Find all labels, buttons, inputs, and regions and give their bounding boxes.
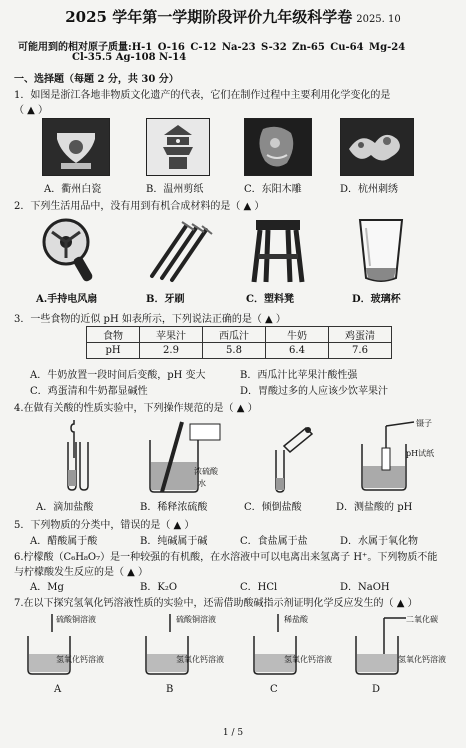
q7-stem: 7.在以下探究氢氧化钙溶液性质的实验中，还需借助酸碱指示剂证明化学反应发生的（ ▲ ） bbox=[14, 598, 418, 609]
ph-table-header-row bbox=[87, 327, 392, 343]
q7-label-c-top: 稀盐酸 bbox=[284, 615, 308, 624]
q6-option-c[interactable]: C．HCl bbox=[240, 582, 278, 593]
q5-option-a[interactable]: A．醋酸属于酸 bbox=[30, 536, 98, 547]
q7-label-a-top: 硫酸铜溶液 bbox=[56, 615, 96, 624]
glass-cup-icon bbox=[356, 216, 406, 284]
q7-option-c[interactable]: C bbox=[270, 684, 278, 695]
atomic-masses-line1: 可能用到的相对原子质量:H-1 O-16 C-12 Na-23 S-32 Zn-65 Cu-64 Mg-24 bbox=[18, 42, 406, 53]
page-number: 1 / 5 bbox=[222, 728, 244, 738]
q3-stem: 3．一些食物的近似 pH 如表所示，下列说法正确的是（ ▲ ） bbox=[14, 314, 286, 325]
woodcarving-photo-icon bbox=[244, 118, 312, 176]
porcelain-photo-icon bbox=[42, 118, 110, 176]
embroidery-photo-icon bbox=[340, 118, 414, 176]
q7-label-a-beaker: 氢氧化钙溶液 bbox=[56, 655, 104, 664]
handheld-fan-icon bbox=[38, 216, 110, 284]
q2-option-d[interactable]: D．玻璃杯 bbox=[352, 294, 401, 305]
q1-option-b[interactable]: B．温州剪纸 bbox=[146, 184, 204, 195]
q4-option-b[interactable]: B．稀释浓硫酸 bbox=[140, 502, 208, 513]
q6-option-a[interactable]: A．Mg bbox=[30, 582, 64, 593]
table-cell: 西瓜汁 bbox=[203, 327, 266, 343]
q1-stem-line1: 1．如图是浙江各地非物质文化遗产的代表，它们在制作过程中主要利用化学变化的是 bbox=[14, 90, 391, 101]
q5-option-b[interactable]: B．纯碱属于碱 bbox=[140, 536, 208, 547]
q4-option-d[interactable]: D．测盐酸的 pH bbox=[336, 502, 413, 513]
q6-stem-line1: 6.柠檬酸（C₆H₈O₇）是一种较强的有机酸，在水溶液中可以电离出来氢离子 H⁺。下列物质不能 bbox=[14, 552, 438, 563]
table-cell: pH bbox=[87, 343, 140, 359]
q3-option-a[interactable]: A．牛奶放置一段时间后变酸，pH 变大 bbox=[30, 370, 206, 381]
q4-label-ph-paper: pH试纸 bbox=[406, 449, 435, 458]
toothbrush-icon bbox=[142, 216, 216, 284]
q3-option-c[interactable]: C．鸡蛋清和牛奶都显碱性 bbox=[30, 386, 148, 397]
table-cell: 2.9 bbox=[140, 343, 203, 359]
q6-option-b[interactable]: B．K₂O bbox=[140, 582, 178, 593]
q4-label-water: 水 bbox=[198, 479, 206, 488]
ph-table-value-row bbox=[87, 343, 392, 359]
q7-label-b-beaker: 氢氧化钙溶液 bbox=[176, 655, 224, 664]
exam-date: 2025. 10 bbox=[356, 14, 401, 25]
q4-label-clamp: 镊子 bbox=[416, 419, 432, 428]
q7-label-d-top: 二氧化碳 bbox=[406, 615, 438, 624]
table-cell: 牛奶 bbox=[266, 327, 329, 343]
q6-stem-line2: 与柠檬酸发生反应的是（ ▲ ） bbox=[14, 567, 149, 578]
dropper-test-tube-icon bbox=[58, 418, 98, 492]
exam-title-text: 2025 学年第一学期阶段评价九年级科学卷 bbox=[65, 8, 353, 26]
q1-option-d[interactable]: D．杭州刺绣 bbox=[340, 184, 399, 195]
ph-table bbox=[86, 326, 392, 359]
q2-option-a[interactable]: A.手持电风扇 bbox=[36, 294, 98, 305]
q7-label-c-beaker: 氢氧化钙溶液 bbox=[284, 655, 332, 664]
q2-stem: 2．下列生活用品中，没有用到有机合成材料的是（ ▲ ） bbox=[14, 201, 265, 212]
q7-apparatus-d-icon bbox=[350, 612, 410, 678]
table-cell: 苹果汁 bbox=[140, 327, 203, 343]
pour-acid-icon bbox=[256, 420, 318, 494]
table-cell: 7.6 bbox=[329, 343, 392, 359]
q7-label-d-beaker: 氢氧化钙溶液 bbox=[398, 655, 446, 664]
q4-label-conc-acid: 浓硫酸 bbox=[194, 467, 218, 476]
table-cell: 6.4 bbox=[266, 343, 329, 359]
q2-option-b[interactable]: B．牙刷 bbox=[146, 294, 185, 305]
q3-option-d[interactable]: D．胃酸过多的人应该少饮苹果汁 bbox=[240, 386, 389, 397]
q4-stem: 4.在做有关酸的性质实验中，下列操作规范的是（ ▲ ） bbox=[14, 403, 258, 414]
q5-stem: 5．下列物质的分类中，错误的是（ ▲ ） bbox=[14, 520, 195, 531]
q3-option-b[interactable]: B．西瓜汁比苹果汁酸性强 bbox=[240, 370, 358, 381]
papercut-photo-icon bbox=[146, 118, 210, 176]
q1-option-a[interactable]: A．衢州白瓷 bbox=[44, 184, 102, 195]
dilute-acid-beaker-icon bbox=[142, 418, 234, 494]
atomic-masses-line2: Cl-35.5 Ag-108 N-14 bbox=[72, 52, 187, 63]
q5-option-d[interactable]: D．水属于氧化物 bbox=[340, 536, 419, 547]
plastic-stool-icon bbox=[250, 216, 306, 284]
q4-option-a[interactable]: A．滴加盐酸 bbox=[36, 502, 94, 513]
exam-title bbox=[0, 6, 466, 27]
q4-option-c[interactable]: C．倾倒盐酸 bbox=[244, 502, 302, 513]
q1-option-c[interactable]: C．东阳木雕 bbox=[244, 184, 302, 195]
section-heading: 一、选择题（每题 2 分，共 30 分） bbox=[14, 74, 179, 85]
q5-option-c[interactable]: C．食盐属于盐 bbox=[240, 536, 308, 547]
q7-option-b[interactable]: B bbox=[166, 684, 174, 695]
q7-option-a[interactable]: A bbox=[54, 684, 62, 695]
table-cell: 食物 bbox=[87, 327, 140, 343]
q7-label-b-top: 硫酸铜溶液 bbox=[176, 615, 216, 624]
table-cell: 鸡蛋清 bbox=[329, 327, 392, 343]
q6-option-d[interactable]: D．NaOH bbox=[340, 582, 390, 593]
q1-stem-line2: （ ▲ ） bbox=[14, 105, 49, 116]
q7-option-d[interactable]: D bbox=[372, 684, 381, 695]
q2-option-c[interactable]: C．塑料凳 bbox=[246, 294, 294, 305]
table-cell: 5.8 bbox=[203, 343, 266, 359]
